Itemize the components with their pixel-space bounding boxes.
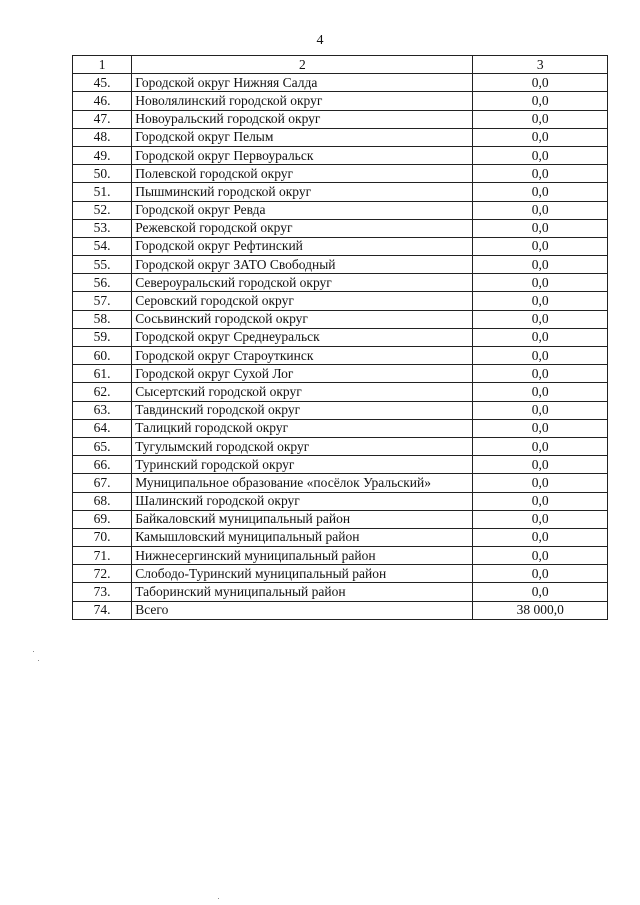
table-row — [73, 474, 608, 492]
amount-value: 0,0 — [473, 383, 608, 401]
amount-value: 0,0 — [473, 474, 608, 492]
row-number: 55. — [73, 256, 132, 274]
municipality-name: Серовский городской округ — [132, 292, 473, 310]
row-number: 56. — [73, 274, 132, 292]
amount-value: 0,0 — [473, 583, 608, 601]
municipality-name: Талицкий городской округ — [132, 419, 473, 437]
municipality-name: Городской округ ЗАТО Свободный — [132, 256, 473, 274]
municipality-name: Байкаловский муниципальный район — [132, 510, 473, 528]
row-number: 74. — [73, 601, 132, 619]
municipality-name: Тавдинский городской округ — [132, 401, 473, 419]
data-table — [72, 55, 608, 620]
row-number: 60. — [73, 347, 132, 365]
row-number: 64. — [73, 419, 132, 437]
municipality-name: Сысертский городской округ — [132, 383, 473, 401]
table-row — [73, 383, 608, 401]
table-row — [73, 310, 608, 328]
row-number: 65. — [73, 437, 132, 455]
municipality-name: Туринский городской округ — [132, 456, 473, 474]
amount-value: 0,0 — [473, 365, 608, 383]
row-number: 69. — [73, 510, 132, 528]
row-number: 53. — [73, 219, 132, 237]
table-row — [73, 365, 608, 383]
amount-value: 0,0 — [473, 256, 608, 274]
amount-value: 0,0 — [473, 401, 608, 419]
row-number: 54. — [73, 237, 132, 255]
row-number: 67. — [73, 474, 132, 492]
table-row — [73, 583, 608, 601]
table-row — [73, 601, 608, 619]
column-header-2: 2 — [132, 56, 473, 74]
row-number: 46. — [73, 92, 132, 110]
table-header-row — [73, 56, 608, 74]
row-number: 70. — [73, 528, 132, 546]
table-row — [73, 492, 608, 510]
amount-value: 0,0 — [473, 565, 608, 583]
municipality-name: Североуральский городской округ — [132, 274, 473, 292]
municipality-name: Сосьвинский городской округ — [132, 310, 473, 328]
row-number: 49. — [73, 146, 132, 164]
row-number: 72. — [73, 565, 132, 583]
amount-value: 0,0 — [473, 110, 608, 128]
row-number: 73. — [73, 583, 132, 601]
row-number: 51. — [73, 183, 132, 201]
table-row — [73, 219, 608, 237]
municipality-name: Городской округ Среднеуральск — [132, 328, 473, 346]
municipality-name: Нижнесергинский муниципальный район — [132, 547, 473, 565]
row-number: 66. — [73, 456, 132, 474]
scan-speck — [218, 898, 219, 899]
municipality-name: Городской округ Ревда — [132, 201, 473, 219]
amount-value: 0,0 — [473, 310, 608, 328]
municipality-name: Городской округ Рефтинский — [132, 237, 473, 255]
table-row — [73, 165, 608, 183]
amount-value: 0,0 — [473, 183, 608, 201]
amount-value: 0,0 — [473, 92, 608, 110]
amount-value: 0,0 — [473, 128, 608, 146]
table-row — [73, 547, 608, 565]
municipality-name: Всего — [132, 601, 473, 619]
amount-value: 0,0 — [473, 201, 608, 219]
row-number: 45. — [73, 74, 132, 92]
table-row — [73, 565, 608, 583]
amount-value: 0,0 — [473, 292, 608, 310]
row-number: 52. — [73, 201, 132, 219]
amount-value: 0,0 — [473, 456, 608, 474]
municipality-name: Пышминский городской округ — [132, 183, 473, 201]
row-number: 62. — [73, 383, 132, 401]
municipality-name: Муниципальное образование «посёлок Уральский» — [132, 474, 473, 492]
table-row — [73, 292, 608, 310]
municipality-name: Камышловский муниципальный район — [132, 528, 473, 546]
row-number: 48. — [73, 128, 132, 146]
municipality-name: Полевской городской округ — [132, 165, 473, 183]
amount-value: 0,0 — [473, 510, 608, 528]
amount-value: 0,0 — [473, 419, 608, 437]
amount-value: 0,0 — [473, 547, 608, 565]
municipality-name: Городской округ Староуткинск — [132, 347, 473, 365]
amount-value: 0,0 — [473, 219, 608, 237]
table-row — [73, 401, 608, 419]
row-number: 68. — [73, 492, 132, 510]
table-row — [73, 92, 608, 110]
table-row — [73, 437, 608, 455]
table-row — [73, 419, 608, 437]
table-row — [73, 256, 608, 274]
row-number: 61. — [73, 365, 132, 383]
amount-value: 0,0 — [473, 528, 608, 546]
municipality-name: Городской округ Первоуральск — [132, 146, 473, 164]
amount-value: 0,0 — [473, 492, 608, 510]
table-row — [73, 328, 608, 346]
amount-value: 0,0 — [473, 146, 608, 164]
amount-value: 0,0 — [473, 74, 608, 92]
row-number: 58. — [73, 310, 132, 328]
table-body — [73, 74, 608, 620]
row-number: 50. — [73, 165, 132, 183]
table-row — [73, 146, 608, 164]
table-row — [73, 347, 608, 365]
page-number: 4 — [316, 33, 324, 48]
table-row — [73, 201, 608, 219]
scan-speck — [38, 660, 39, 661]
row-number: 71. — [73, 547, 132, 565]
amount-value: 0,0 — [473, 437, 608, 455]
table-row — [73, 183, 608, 201]
municipality-name: Режевской городской округ — [132, 219, 473, 237]
municipality-name: Таборинский муниципальный район — [132, 583, 473, 601]
amount-value: 0,0 — [473, 165, 608, 183]
table-row — [73, 456, 608, 474]
table-row — [73, 237, 608, 255]
municipality-name: Шалинский городской округ — [132, 492, 473, 510]
scan-speck — [33, 651, 34, 652]
municipality-name: Городской округ Нижняя Салда — [132, 74, 473, 92]
municipality-name: Слободо-Туринский муниципальный район — [132, 565, 473, 583]
table-row — [73, 110, 608, 128]
row-number: 59. — [73, 328, 132, 346]
municipality-name: Тугулымский городской округ — [132, 437, 473, 455]
row-number: 57. — [73, 292, 132, 310]
municipality-name: Городской округ Пелым — [132, 128, 473, 146]
table-row — [73, 510, 608, 528]
column-header-1: 1 — [73, 56, 132, 74]
table-row — [73, 528, 608, 546]
table-row — [73, 274, 608, 292]
municipality-name: Городской округ Сухой Лог — [132, 365, 473, 383]
amount-value: 0,0 — [473, 274, 608, 292]
municipality-name: Новоуральский городской округ — [132, 110, 473, 128]
row-number: 63. — [73, 401, 132, 419]
amount-value: 0,0 — [473, 347, 608, 365]
amount-value: 38 000,0 — [473, 601, 608, 619]
municipality-name: Новолялинский городской округ — [132, 92, 473, 110]
amount-value: 0,0 — [473, 328, 608, 346]
table-row — [73, 128, 608, 146]
amount-value: 0,0 — [473, 237, 608, 255]
row-number: 47. — [73, 110, 132, 128]
table-row — [73, 74, 608, 92]
column-header-3: 3 — [473, 56, 608, 74]
